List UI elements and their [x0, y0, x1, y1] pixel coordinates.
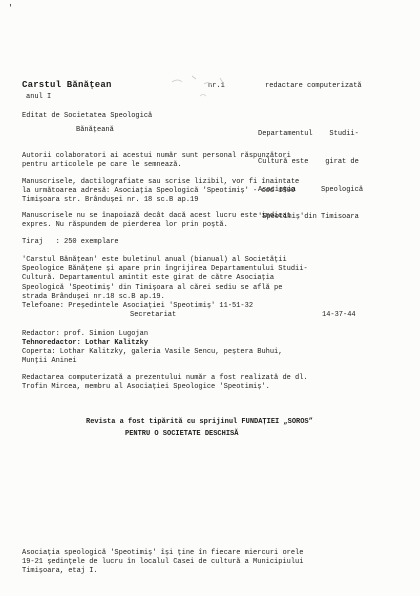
phones-line: Telefoane: Președintele Asociației 'Speotimiș' 11-51-32: [22, 302, 254, 311]
authors-paragraph: [22, 152, 400, 170]
tech-editor-credit: Tehnoredactor: Lothar Kalitzky: [22, 339, 149, 347]
text-line: Trofin Mircea, membru al Asociației Speologice 'Speotimiș'.: [22, 383, 270, 392]
about-paragraph: [22, 256, 400, 311]
text-line: la următoarea adresă: Asociația Speologică 'Speotimiș' - cod 1900: [22, 187, 296, 196]
text-line: Manuscrisele, dactilografiate sau scrise lizibil, vor fi înaintate: [22, 178, 300, 186]
secretariat-label: Secretariat: [130, 311, 177, 319]
text-line: Timișoara, etaj I.: [22, 567, 98, 576]
secretariat-number: 14-37-44: [322, 311, 356, 319]
text-line: strada Brândușei nr.18 sc.B ap.19.: [22, 292, 165, 301]
manuscripts-paragraph: [22, 178, 400, 206]
text-line: 'Carstul Bănățean' este buletinul anual (bianual) al Societății: [22, 256, 287, 264]
publisher-line: Editat de Societatea Speologică: [22, 112, 153, 120]
editor-credit: Redactor: prof. Simion Lugojan: [22, 330, 149, 338]
computer-credit: [22, 374, 400, 392]
department-line: Departamentul Studii-: [258, 130, 359, 139]
department-line: Cultură este girat de: [258, 158, 359, 167]
issue-number: nr.1: [208, 82, 225, 90]
text-line: Manuscrisele nu se înapoiază decât dacă acest lucru este indicat: [22, 212, 291, 220]
pencil-scribble: [170, 70, 250, 102]
tagline: redactare computerizată: [265, 82, 362, 90]
volume: anul I: [26, 93, 52, 101]
text-line: Munții Aninei: [22, 357, 77, 366]
publisher-line-2: Bănățeană: [76, 126, 114, 134]
publication-title: Carstul Bănățean: [22, 80, 112, 90]
text-line: expres. Nu răspundem de pierderea lor prin poștă.: [22, 221, 228, 230]
text-line: Redactarea computerizată a prezentului număr a fost realizată de dl.: [22, 374, 308, 382]
text-line: Coperta: Lothar Kalitzky, galeria Vasile Sencu, peștera Buhui,: [22, 348, 283, 356]
corner-mark: ': [8, 4, 13, 13]
text-line: Asociația speologică 'Speotimiș' își ține în fiecare miercuri orele: [22, 549, 304, 557]
meeting-paragraph: [22, 549, 400, 577]
text-line: Speologice Bănățene și apare prin îngrijirea Departamentului Studii-: [22, 265, 308, 274]
text-line: Autorii colaboratori ai acestui număr sunt personal răspunzători: [22, 152, 291, 160]
returns-paragraph: [22, 212, 400, 230]
text-line: pentru articolele pe care le semnează.: [22, 161, 182, 170]
text-line: Timișoara str. Brândușei nr. 18 sc.B ap.19: [22, 196, 199, 205]
department-line: 'Speotimiș'din Timisoara: [258, 213, 359, 222]
text-line: Speologică 'Speotimiș' din Timișoara al cărei sediu se află pe: [22, 283, 283, 292]
sponsor-line-2: PENTRU O SOCIETATE DESCHISĂ: [125, 430, 239, 438]
text-line: Cultură. Departamentul amintit este girat de către Asociația: [22, 274, 275, 283]
cover-credit: [22, 348, 400, 366]
department-line: Asociația Speologică: [258, 185, 364, 194]
print-run: Tiraj : 250 exemplare: [22, 238, 119, 246]
sponsor-line: Revista a fost tipărită cu sprijinul FUNDAȚIEI „SOROS”: [86, 418, 313, 426]
text-line: 19-21 ședințele de lucru în localul Casei de cultură a Municipiului: [22, 558, 304, 567]
